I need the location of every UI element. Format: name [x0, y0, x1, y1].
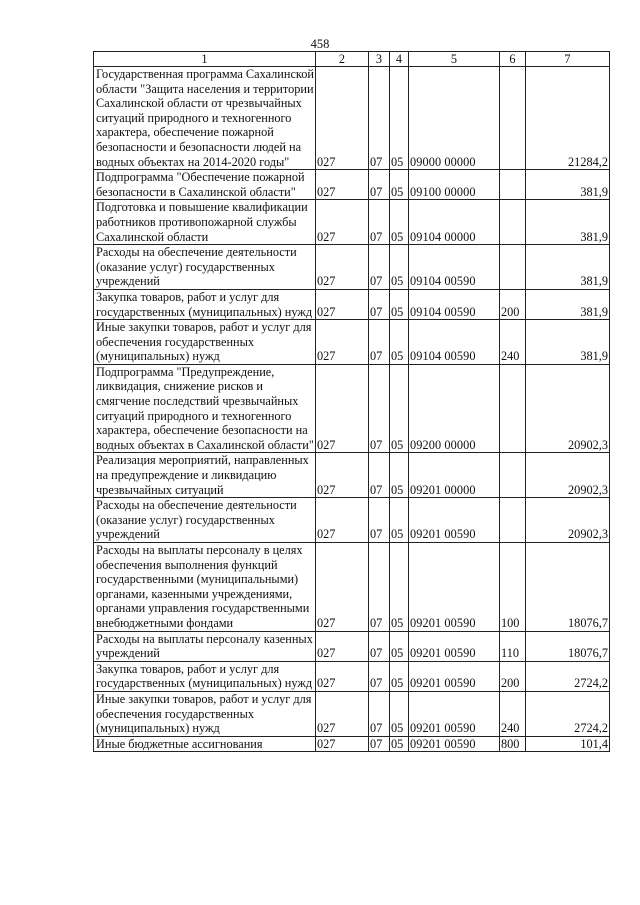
section-cell: 07	[369, 631, 390, 661]
table-row	[94, 67, 610, 170]
row-name-cell: Расходы на обеспечение деятельности (оказание услуг) государственных учреждений	[94, 245, 316, 290]
table-row	[94, 320, 610, 365]
section-cell: 07	[369, 289, 390, 319]
table-row	[94, 631, 610, 661]
target-article-cell: 09100 00000	[409, 170, 500, 200]
table-row	[94, 245, 610, 290]
admin-code-cell: 027	[316, 691, 369, 736]
amount-cell: 381,9	[526, 320, 610, 365]
table-row	[94, 691, 610, 736]
subsection-cell: 05	[390, 200, 409, 245]
amount-cell: 21284,2	[526, 67, 610, 170]
section-cell: 07	[369, 736, 390, 752]
row-name-cell: Закупка товаров, работ и услуг для государственных (муниципальных) нужд	[94, 289, 316, 319]
column-header-1: 1	[94, 52, 316, 67]
amount-cell: 20902,3	[526, 364, 610, 453]
amount-cell: 18076,7	[526, 631, 610, 661]
table-row	[94, 170, 610, 200]
admin-code-cell: 027	[316, 170, 369, 200]
expense-type-cell	[500, 364, 526, 453]
admin-code-cell: 027	[316, 320, 369, 365]
admin-code-cell: 027	[316, 631, 369, 661]
row-name-cell: Подготовка и повышение квалификации работников противопожарной службы Сахалинской области	[94, 200, 316, 245]
row-name-cell: Иные бюджетные ассигнования	[94, 736, 316, 752]
target-article-cell: 09201 00590	[409, 498, 500, 543]
subsection-cell: 05	[390, 631, 409, 661]
target-article-cell: 09201 00590	[409, 543, 500, 632]
expense-type-cell: 200	[500, 289, 526, 319]
amount-cell: 101,4	[526, 736, 610, 752]
admin-code-cell: 027	[316, 453, 369, 498]
column-header-6: 6	[500, 52, 526, 67]
table-row	[94, 736, 610, 752]
expense-type-cell: 240	[500, 691, 526, 736]
target-article-cell: 09104 00590	[409, 320, 500, 365]
table-row	[94, 661, 610, 691]
expense-type-cell: 110	[500, 631, 526, 661]
column-header-2: 2	[316, 52, 369, 67]
amount-cell: 20902,3	[526, 453, 610, 498]
section-cell: 07	[369, 661, 390, 691]
subsection-cell: 05	[390, 170, 409, 200]
subsection-cell: 05	[390, 245, 409, 290]
admin-code-cell: 027	[316, 661, 369, 691]
expense-type-cell	[500, 453, 526, 498]
expense-type-cell	[500, 170, 526, 200]
target-article-cell: 09201 00590	[409, 736, 500, 752]
admin-code-cell: 027	[316, 67, 369, 170]
target-article-cell: 09104 00000	[409, 200, 500, 245]
row-name-cell: Подпрограмма "Обеспечение пожарной безопасности в Сахалинской области"	[94, 170, 316, 200]
admin-code-cell: 027	[316, 498, 369, 543]
target-article-cell: 09201 00590	[409, 661, 500, 691]
subsection-cell: 05	[390, 320, 409, 365]
section-cell: 07	[369, 543, 390, 632]
table-row	[94, 364, 610, 453]
expense-type-cell	[500, 200, 526, 245]
row-name-cell: Государственная программа Сахалинской области "Защита населения и территории Сахалинской области от чрезвычайных ситуаций природного и техногенного характера, обеспечение пожарной безопасности и безопасности людей на водных объектах на 2014-2020 годы"	[94, 67, 316, 170]
target-article-cell: 09000 00000	[409, 67, 500, 170]
target-article-cell: 09201 00590	[409, 631, 500, 661]
expense-type-cell: 240	[500, 320, 526, 365]
section-cell: 07	[369, 170, 390, 200]
column-header-4: 4	[390, 52, 409, 67]
section-cell: 07	[369, 67, 390, 170]
amount-cell: 2724,2	[526, 691, 610, 736]
column-header-7: 7	[526, 52, 610, 67]
amount-cell: 381,9	[526, 200, 610, 245]
subsection-cell: 05	[390, 67, 409, 170]
table-row	[94, 289, 610, 319]
admin-code-cell: 027	[316, 245, 369, 290]
subsection-cell: 05	[390, 661, 409, 691]
table-row	[94, 453, 610, 498]
column-number-row	[94, 52, 610, 67]
row-name-cell: Расходы на выплаты персоналу в целях обеспечения выполнения функций государственными (муниципальными) органами, казенными учреждениями, органами управления государственными внебюджетными фондами	[94, 543, 316, 632]
subsection-cell: 05	[390, 453, 409, 498]
row-name-cell: Подпрограмма "Предупреждение, ликвидация, снижение рисков и смягчение последствий чрезвычайных ситуаций природного и техногенного характера, обеспечение безопасности на водных объектах в Сахалинской области"	[94, 364, 316, 453]
section-cell: 07	[369, 320, 390, 365]
expense-type-cell: 200	[500, 661, 526, 691]
admin-code-cell: 027	[316, 289, 369, 319]
subsection-cell: 05	[390, 364, 409, 453]
table-header	[94, 52, 610, 67]
target-article-cell: 09104 00590	[409, 245, 500, 290]
amount-cell: 2724,2	[526, 661, 610, 691]
section-cell: 07	[369, 498, 390, 543]
amount-cell: 381,9	[526, 245, 610, 290]
admin-code-cell: 027	[316, 543, 369, 632]
row-name-cell: Расходы на выплаты персоналу казенных учреждений	[94, 631, 316, 661]
subsection-cell: 05	[390, 736, 409, 752]
section-cell: 07	[369, 200, 390, 245]
column-header-5: 5	[409, 52, 500, 67]
target-article-cell: 09201 00590	[409, 691, 500, 736]
target-article-cell: 09104 00590	[409, 289, 500, 319]
table-row	[94, 543, 610, 632]
section-cell: 07	[369, 245, 390, 290]
budget-table	[93, 51, 610, 752]
subsection-cell: 05	[390, 543, 409, 632]
subsection-cell: 05	[390, 498, 409, 543]
expense-type-cell	[500, 67, 526, 170]
expense-type-cell	[500, 498, 526, 543]
expense-type-cell: 800	[500, 736, 526, 752]
table-row	[94, 498, 610, 543]
amount-cell: 18076,7	[526, 543, 610, 632]
subsection-cell: 05	[390, 289, 409, 319]
amount-cell: 381,9	[526, 170, 610, 200]
admin-code-cell: 027	[316, 200, 369, 245]
row-name-cell: Иные закупки товаров, работ и услуг для обеспечения государственных (муниципальных) нужд	[94, 320, 316, 365]
target-article-cell: 09201 00000	[409, 453, 500, 498]
admin-code-cell: 027	[316, 364, 369, 453]
table-body	[94, 67, 610, 752]
expense-type-cell	[500, 245, 526, 290]
row-name-cell: Расходы на обеспечение деятельности (оказание услуг) государственных учреждений	[94, 498, 316, 543]
subsection-cell: 05	[390, 691, 409, 736]
column-header-3: 3	[369, 52, 390, 67]
row-name-cell: Закупка товаров, работ и услуг для государственных (муниципальных) нужд	[94, 661, 316, 691]
expense-type-cell: 100	[500, 543, 526, 632]
target-article-cell: 09200 00000	[409, 364, 500, 453]
row-name-cell: Реализация мероприятий, направленных на предупреждение и ликвидацию чрезвычайных ситуаций	[94, 453, 316, 498]
amount-cell: 381,9	[526, 289, 610, 319]
section-cell: 07	[369, 453, 390, 498]
page-number: 458	[310, 37, 330, 51]
amount-cell: 20902,3	[526, 498, 610, 543]
admin-code-cell: 027	[316, 736, 369, 752]
row-name-cell: Иные закупки товаров, работ и услуг для обеспечения государственных (муниципальных) нужд	[94, 691, 316, 736]
section-cell: 07	[369, 691, 390, 736]
table-row	[94, 200, 610, 245]
section-cell: 07	[369, 364, 390, 453]
